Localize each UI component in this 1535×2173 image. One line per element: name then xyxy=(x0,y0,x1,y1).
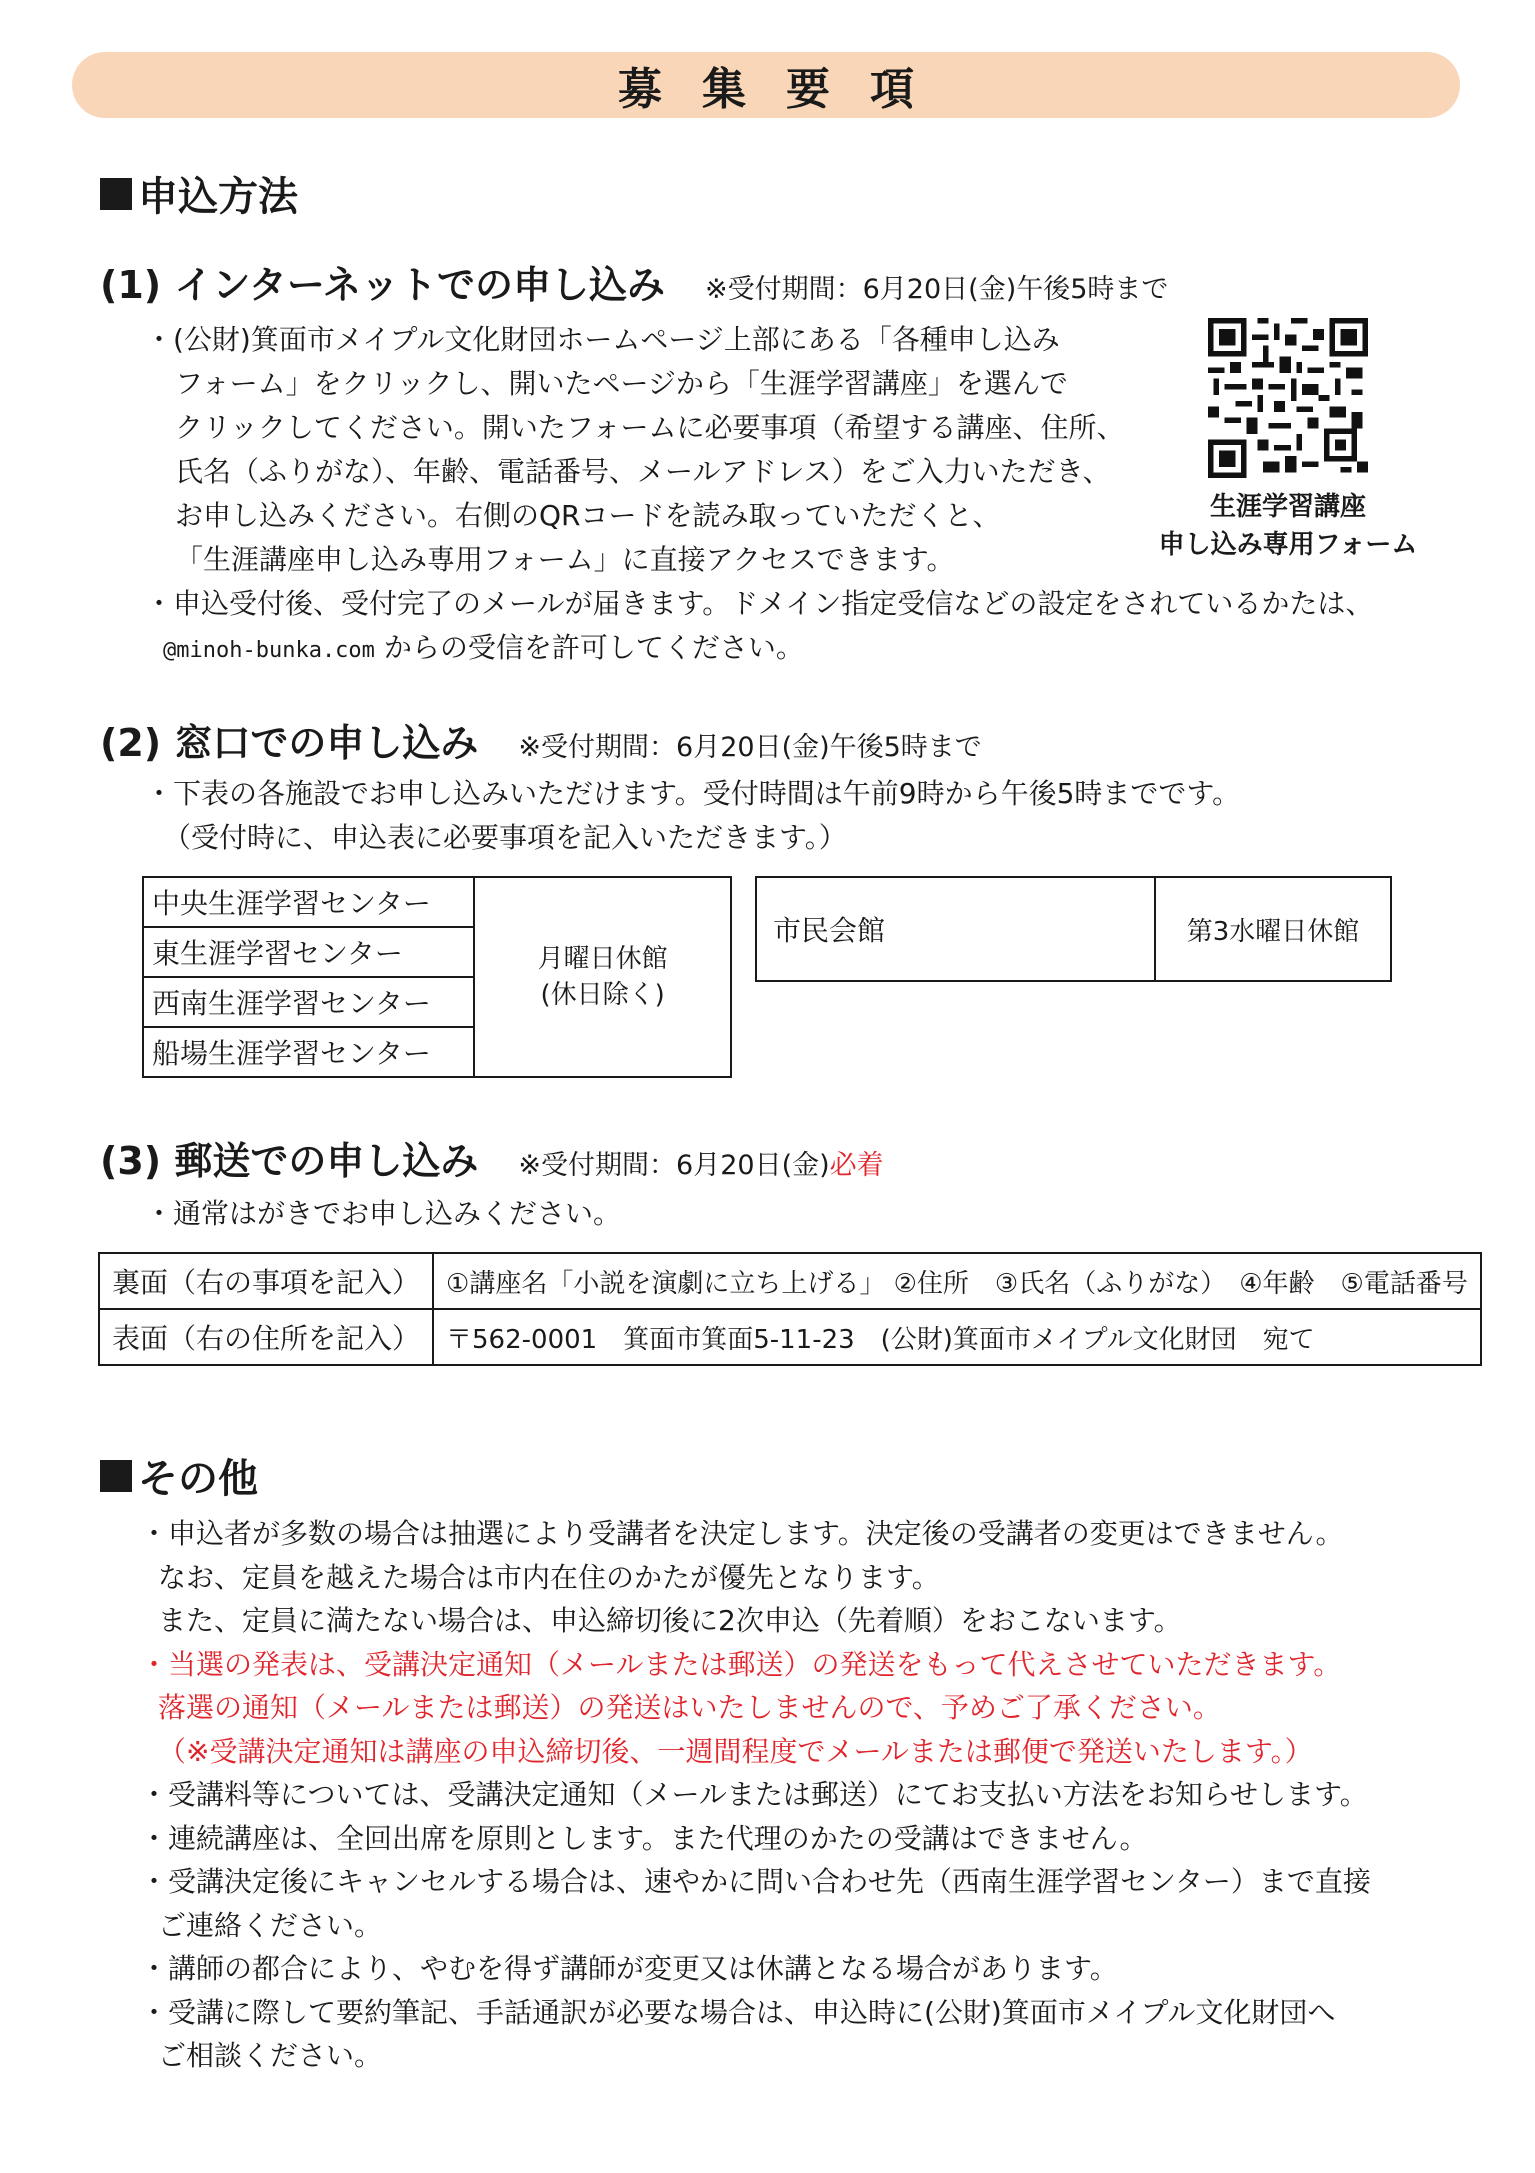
page-title: 募集要項 xyxy=(72,52,1460,118)
other-note-line: ご相談ください。 xyxy=(158,2039,383,2072)
postcard-back-value: ①講座名「小説を演劇に立ち上げる」 ②住所 ③氏名（ふりがな） ④年齢 ⑤電話番号 xyxy=(433,1253,1481,1309)
other-note-line: （※受講決定通知は講座の申込締切後、一週間程度でメールまたは郵便で発送いたします。） xyxy=(158,1734,1313,1768)
internet-line: 氏名（ふりがな）、年齢、電話番号、メールアドレス）をご入力いただき、 xyxy=(175,455,1111,488)
shimin-kaikan-closed: 第3水曜日休館 xyxy=(1155,877,1391,981)
mail-period-note: ※受付期間：6月20日(金)必着 xyxy=(518,1150,884,1181)
internet-line: ・(公財)箕面市メイプル文化財団ホームページ上部にある「各種申し込み xyxy=(145,323,1060,356)
internet-period-note: ※受付期間：6月20日(金)午後5時まで xyxy=(705,274,1169,305)
other-note-line: また、定員に満たない場合は、申込締切後に2次申込（先着順）をおこないます。 xyxy=(158,1604,1182,1637)
counter-period-note: ※受付期間：6月20日(金)午後5時まで xyxy=(518,732,982,763)
qr-code-icon[interactable] xyxy=(1208,318,1368,478)
section-other-heading: その他 xyxy=(100,1447,258,1504)
internet-line: お申し込みください。右側のQRコードを読み取っていただくと、 xyxy=(175,499,1001,532)
other-note-line: ・連続講座は、全回出席を原則とします。また代理のかたの受講はできません。 xyxy=(140,1821,1148,1855)
internet-line: ・申込受付後、受付完了のメールが届きます。ドメイン指定受信などの設定をされているかたは、 xyxy=(145,587,1374,620)
other-notes xyxy=(140,1512,1371,2078)
other-note-line: ・受講決定後にキャンセルする場合は、速やかに問い合わせ先（西南生涯学習センター）まで直接 xyxy=(140,1865,1371,1898)
internet-email-line: @minoh-bunka.com からの受信を許可してください。 xyxy=(163,631,804,664)
facility-name: 船場生涯学習センター xyxy=(143,1027,474,1077)
mail-deadline-red: 必着 xyxy=(829,1150,884,1181)
postcard-front-value: 〒562-0001 箕面市箕面5-11-23 (公財)箕面市メイプル文化財団 宛て xyxy=(433,1309,1481,1365)
square-bullet-icon xyxy=(100,1460,132,1492)
other-note-line: ・当選の発表は、受講決定通知（メールまたは郵送）の発送をもって代えさせていただきます。 xyxy=(140,1647,1342,1681)
section-apply-heading: 申込方法 xyxy=(100,165,298,222)
facility-name: 東生涯学習センター xyxy=(143,927,474,977)
other-note-line: ・受講料等については、受講決定通知（メールまたは郵送）にてお支払い方法をお知らせします。 xyxy=(140,1778,1368,1811)
internet-line: フォーム」をクリックし、開いたページから「生涯学習講座」を選んで xyxy=(175,367,1068,400)
internet-line: 「生涯講座申し込み専用フォーム」に直接アクセスできます。 xyxy=(175,543,955,576)
other-note-line: ・講師の都合により、やむを得ず講師が変更又は休講となる場合があります。 xyxy=(140,1952,1118,1985)
facility-name: 中央生涯学習センター xyxy=(143,877,474,927)
shimin-kaikan-name: 市民会館 xyxy=(756,877,1155,981)
qr-caption: 生涯学習講座 申し込み専用フォーム xyxy=(1158,492,1418,560)
counter-heading: (2) 窓口での申し込み ※受付期間：6月20日(金)午後5時まで xyxy=(100,721,982,765)
other-note-line: ご連絡ください。 xyxy=(158,1908,383,1942)
mail-body: ・通常はがきでお申し込みください。 xyxy=(145,1197,622,1230)
internet-line: クリックしてください。開いたフォームに必要事項（希望する講座、住所、 xyxy=(175,411,1125,444)
postcard-table xyxy=(98,1252,1482,1366)
facilities-table xyxy=(142,876,732,1078)
facility-name: 西南生涯学習センター xyxy=(143,977,474,1027)
square-bullet-icon xyxy=(100,178,132,210)
counter-body: ・下表の各施設でお申し込みいただけます。受付時間は午前9時から午後5時までです。 （受付時に、申込表に必要事項を記入いただきます。） xyxy=(145,777,1241,854)
facility-closed-days: 月曜日休館 (休日除く) xyxy=(474,877,731,1077)
postcard-back-label: 裏面（右の事項を記入） xyxy=(99,1253,433,1309)
email-domain: @minoh-bunka.com xyxy=(163,638,375,663)
shimin-kaikan-table xyxy=(755,876,1392,982)
other-note-line: なお、定員を越えた場合は市内在住のかたが優先となります。 xyxy=(158,1560,940,1594)
internet-heading: (1) インターネットでの申し込み ※受付期間：6月20日(金)午後5時まで xyxy=(100,263,1169,307)
other-note-line: ・申込者が多数の場合は抽選により受講者を決定します。決定後の受講者の変更はできません。 xyxy=(140,1517,1344,1550)
other-note-line: ・受講に際して要約筆記、手話通訳が必要な場合は、申込時に(公財)箕面市メイプル文化財団へ xyxy=(140,1995,1336,2029)
mail-heading: (3) 郵送での申し込み ※受付期間：6月20日(金)必着 xyxy=(100,1139,884,1183)
other-note-line: 落選の通知（メールまたは郵送）の発送はいたしませんので、予めご了承ください。 xyxy=(158,1691,1221,1724)
postcard-front-label: 表面（右の住所を記入） xyxy=(99,1309,433,1365)
